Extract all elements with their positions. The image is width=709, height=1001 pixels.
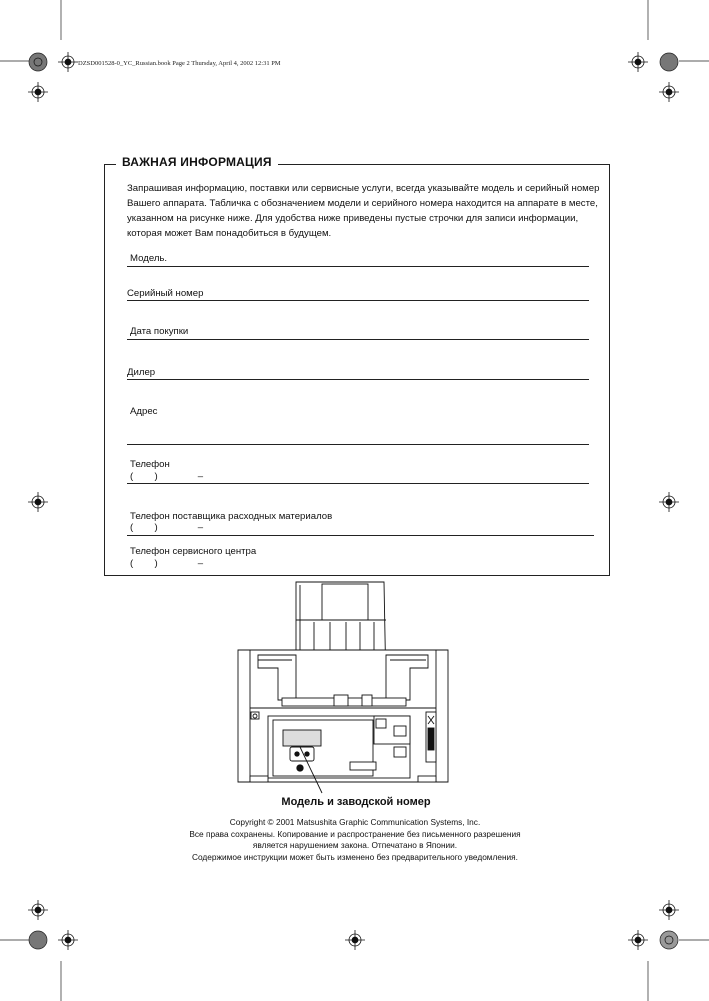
- supplier-phone-paren: ( ) –: [130, 522, 204, 533]
- law-line: является нарушением закона. Отпечатано в Японии.: [252, 840, 458, 850]
- service-phone-paren: ( ) –: [130, 558, 204, 569]
- service-phone-label: Телефон сервисного центра: [130, 546, 257, 557]
- figure-caption: Модель и заводской номер: [281, 796, 431, 808]
- supplier-phone-label: Телефон поставщика расходных материалов: [130, 511, 333, 522]
- rights-line: Все права сохранены. Копирование и распространение без письменного разрешения: [189, 828, 521, 839]
- dealer-label: Дилер: [127, 367, 156, 378]
- copyright-line: Copyright © 2001 Matsushita Graphic Communication Systems, Inc.: [229, 817, 481, 827]
- model-label: Модель.: [130, 253, 168, 264]
- copyright-block: [140, 817, 570, 863]
- notice-line: Содержимое инструкции может быть изменено без предварительного уведомления.: [192, 851, 518, 862]
- phone-label: Телефон: [130, 459, 170, 470]
- phone-paren: ( ) –: [130, 471, 204, 482]
- address-label: Адрес: [130, 406, 158, 417]
- purchase-date-label: Дата покупки: [130, 326, 189, 337]
- file-header: DZSD001528-0_YC_Russian.book Page 2 Thursday, April 4, 2002 12:31 PM: [78, 60, 281, 67]
- intro-paragraph: Запрашивая информацию, поставки или сервисные услуги, всегда указывайте модель и серийный номер Вашего аппарата. Табличка с обозначением модели и серийного номера находится на аппарате в месте, указанном на рисунке ниже. Для удобства ниже приведены пустые строчки для записи информации, которая может Вам понадобиться в будущем.: [127, 183, 600, 239]
- serial-label: Серийный номер: [127, 288, 204, 299]
- box-title: ВАЖНАЯ ИНФОРМАЦИЯ: [116, 155, 278, 169]
